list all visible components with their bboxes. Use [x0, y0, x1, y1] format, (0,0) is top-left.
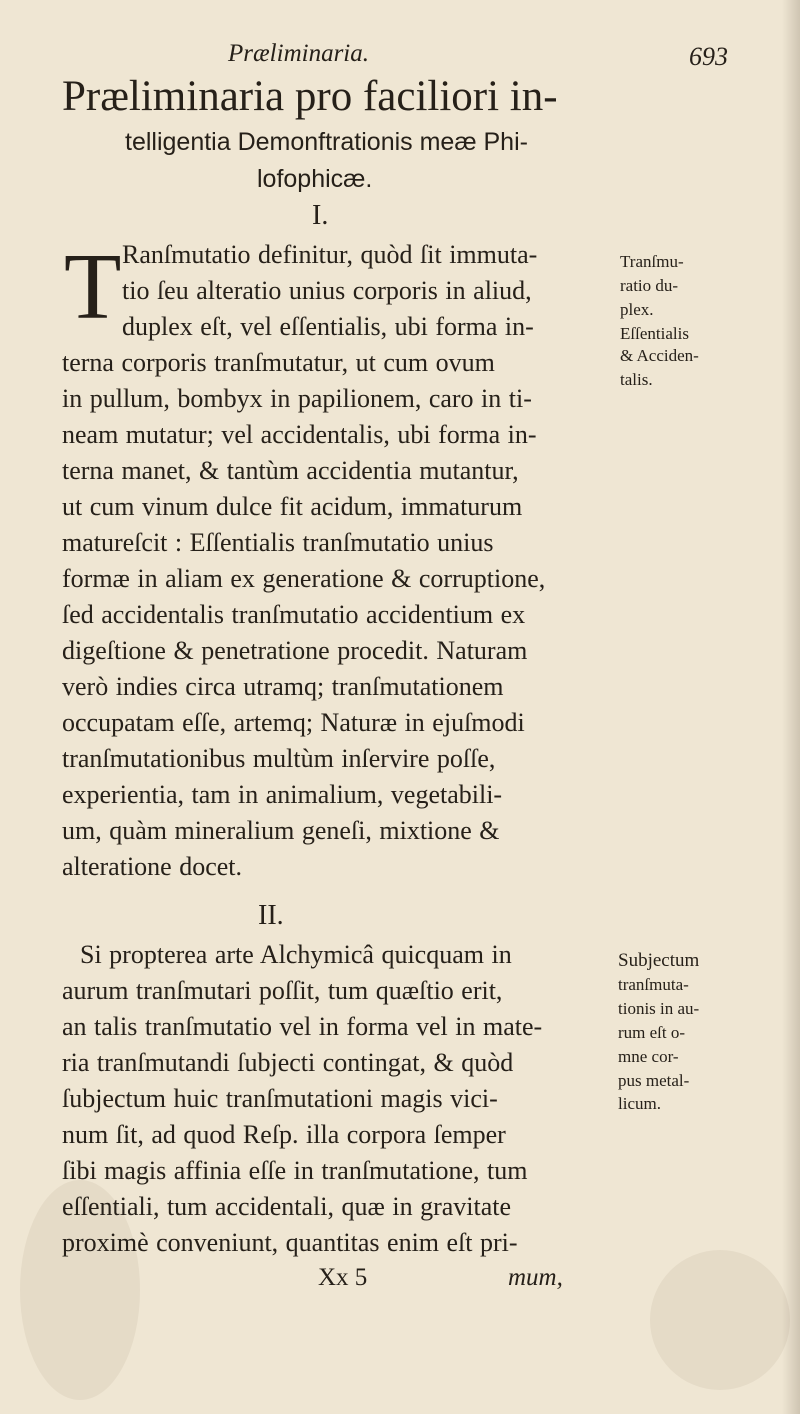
- drop-cap-initial: T: [64, 235, 122, 339]
- text-line: aurum tranſmutari poſſit, tum quæſtio erit,: [62, 976, 503, 1005]
- page-number: 693: [689, 42, 728, 71]
- text-line: occupatam eſſe, artemq; Naturæ in ejuſmodi: [62, 708, 525, 737]
- text-line: eſſentiali, tum accidentali, quæ in gravitate: [62, 1192, 512, 1221]
- text-line: alteratione docet.: [62, 852, 243, 881]
- text-line: verò indies circa utramq; tranſmutationem: [62, 672, 504, 701]
- text-line: ria tranſmutandi ſubjecti contingat, & quòd: [62, 1048, 514, 1077]
- text-line: tio ſeu alteratio unius corporis in aliud,: [122, 276, 532, 305]
- text-line: num ſit, ad quod Reſp. illa corpora ſemper: [62, 1120, 506, 1149]
- text-line: terna manet, & tantùm accidentia mutantur,: [62, 456, 519, 485]
- text-line: um, quàm mineralium geneſi, mixtione &: [62, 816, 500, 845]
- margin-note: tranſmuta-: [618, 975, 689, 994]
- margin-note: licum.: [618, 1094, 661, 1113]
- running-head: Præliminaria.: [228, 40, 369, 67]
- margin-note: tionis in au-: [618, 999, 700, 1018]
- page-edge-shadow: [782, 0, 800, 1414]
- text-line: terna corporis tranſmutatur, ut cum ovum: [62, 348, 495, 377]
- text-line: Si propterea arte Alchymicâ quicquam in: [80, 940, 512, 969]
- paper-stain: [650, 1250, 790, 1390]
- text-line: Ranſmutatio definitur, quòd ſit immuta-: [122, 240, 538, 269]
- text-line: experientia, tam in animalium, vegetabili-: [62, 780, 503, 809]
- text-line: ut cum vinum dulce fit acidum, immaturum: [62, 492, 523, 521]
- text-line: digeſtione & penetratione procedit. Naturam: [62, 636, 528, 665]
- title-line-2: telligentia Demonftrationis meæ Phi-: [125, 128, 528, 156]
- margin-note: & Acciden-: [620, 346, 699, 365]
- title-line-3: lofophicæ.: [257, 165, 373, 193]
- text-line: proximè conveniunt, quantitas enim eſt pri-: [62, 1228, 518, 1257]
- text-line: ſed accidentalis tranſmutatio accidentium ex: [62, 600, 526, 629]
- text-line: ſubjectum huic tranſmutationi magis vici-: [62, 1084, 498, 1113]
- section-number: I.: [312, 200, 329, 231]
- margin-note: plex.: [620, 300, 654, 319]
- margin-note: talis.: [620, 370, 653, 389]
- text-line: formæ in aliam ex generatione & corruptione,: [62, 564, 546, 593]
- text-line: matureſcit : Eſſentialis tranſmutatio unius: [62, 528, 494, 557]
- catchword: mum,: [508, 1264, 563, 1291]
- page-title: Præliminaria pro faciliori in-: [62, 73, 558, 120]
- margin-note: rum eſt o-: [618, 1023, 686, 1042]
- text-line: ſibi magis affinia eſſe in tranſmutatione, tum: [62, 1156, 528, 1185]
- text-line: duplex eſt, vel eſſentialis, ubi forma in-: [122, 312, 534, 341]
- margin-note: Eſſentialis: [620, 324, 689, 343]
- signature-mark: Xx 5: [318, 1264, 368, 1291]
- text-line: in pullum, bombyx in papilionem, caro in ti-: [62, 384, 532, 413]
- margin-note: ratio du-: [620, 276, 679, 295]
- margin-note: mne cor-: [618, 1047, 679, 1066]
- margin-note: pus metal-: [618, 1071, 690, 1090]
- section-number: II.: [258, 900, 284, 931]
- margin-note: Tranſmu-: [620, 252, 684, 271]
- text-line: an talis tranſmutatio vel in forma vel in mate-: [62, 1012, 543, 1041]
- text-line: neam mutatur; vel accidentalis, ubi forma in-: [62, 420, 537, 449]
- text-line: tranſmutationibus multùm inſervire poſſe,: [62, 744, 496, 773]
- margin-note: Subjectum: [618, 950, 700, 971]
